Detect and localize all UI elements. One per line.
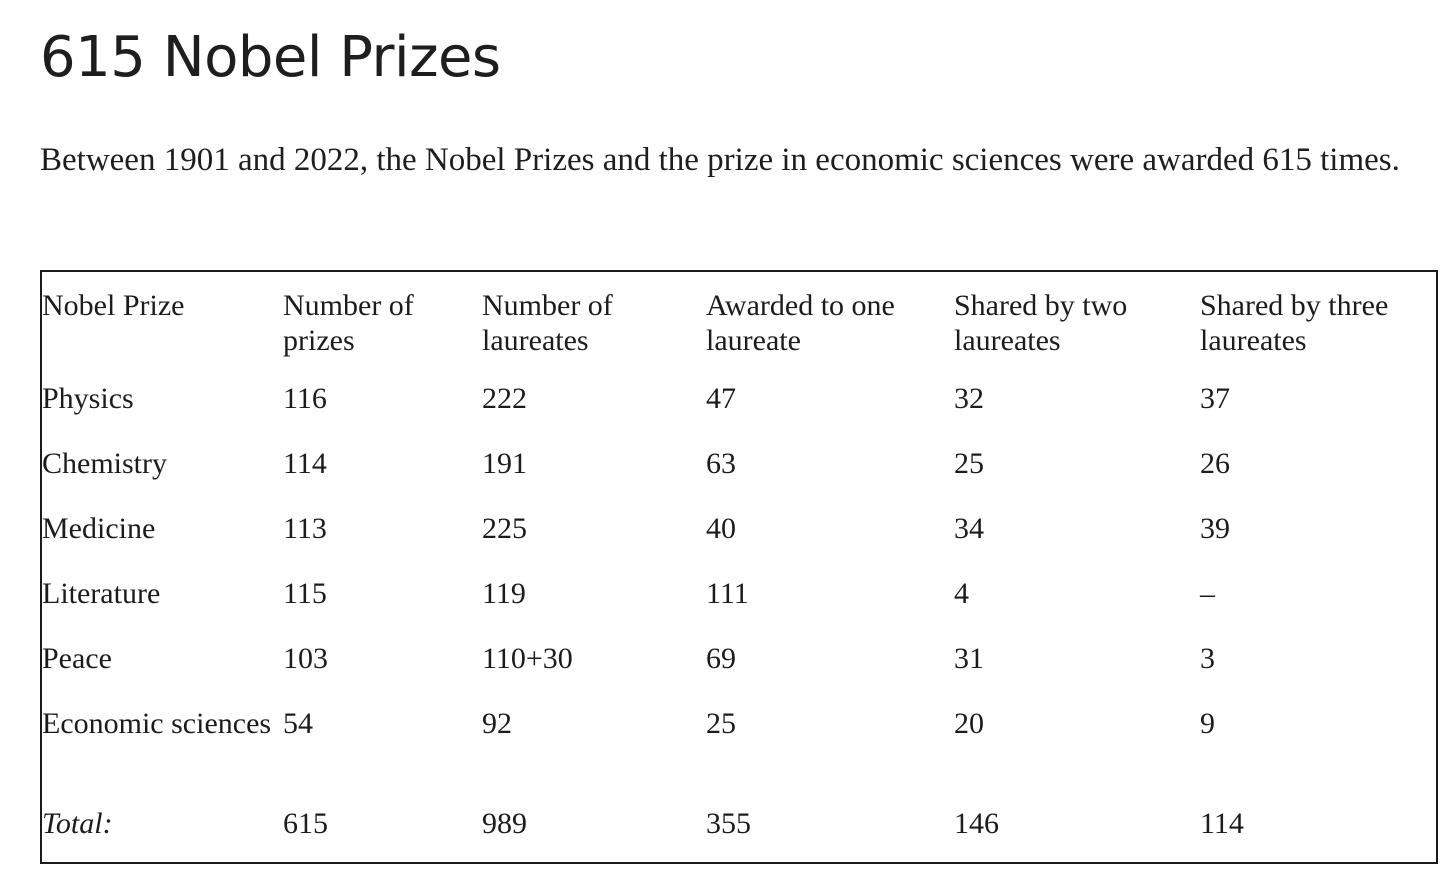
nobel-prize-table-frame xyxy=(40,270,1438,864)
prizes-cell: 114 xyxy=(283,447,327,480)
prizes-cell: 115 xyxy=(283,577,327,610)
laureates-cell: 222 xyxy=(482,382,527,415)
table-row xyxy=(42,442,1436,507)
intro-paragraph: Between 1901 and 2022, the Nobel Prizes and the prize in economic sciences were awarded 615 times. xyxy=(40,142,1400,178)
laureates-cell: 191 xyxy=(482,447,527,480)
two-laureates-cell: 25 xyxy=(954,447,984,480)
table-row xyxy=(42,377,1436,442)
two-laureates-cell: 20 xyxy=(954,707,984,740)
total-row xyxy=(42,800,1436,860)
total-laureates: 989 xyxy=(482,807,527,840)
one-laureate-cell: 40 xyxy=(706,512,736,545)
three-laureates-cell: 26 xyxy=(1200,447,1230,480)
laureates-cell: 92 xyxy=(482,707,512,740)
two-laureates-cell: 4 xyxy=(954,577,969,610)
prizes-cell: 116 xyxy=(283,382,327,415)
total-label: Total: xyxy=(42,807,113,840)
two-laureates-cell: 32 xyxy=(954,382,984,415)
prize-name-cell: Literature xyxy=(42,577,161,610)
laureates-cell: 110+30 xyxy=(482,642,573,675)
three-laureates-cell: 3 xyxy=(1200,642,1215,675)
nobel-prize-table xyxy=(42,272,1436,860)
page-title: 615 Nobel Prizes xyxy=(40,25,501,90)
two-laureates-cell: 31 xyxy=(954,642,984,675)
one-laureate-cell: 63 xyxy=(706,447,736,480)
one-laureate-cell: 47 xyxy=(706,382,736,415)
column-header-number-of-prizes: Number of prizes xyxy=(283,289,414,357)
total-prizes: 615 xyxy=(283,807,328,840)
total-three-laureates: 114 xyxy=(1200,807,1244,840)
table-row xyxy=(42,572,1436,637)
column-header-shared-by-two: Shared by two laureates xyxy=(954,289,1128,357)
three-laureates-cell: 39 xyxy=(1200,512,1230,545)
two-laureates-cell: 34 xyxy=(954,512,984,545)
one-laureate-cell: 69 xyxy=(706,642,736,675)
prize-name-cell: Economic sciences xyxy=(42,707,272,740)
total-two-laureates: 146 xyxy=(954,807,999,840)
table-row xyxy=(42,702,1436,800)
prizes-cell: 103 xyxy=(283,642,328,675)
table-row xyxy=(42,637,1436,702)
table-row xyxy=(42,507,1436,572)
table-header-row xyxy=(42,272,1436,377)
prize-name-cell: Physics xyxy=(42,382,134,415)
column-header-nobel-prize: Nobel Prize xyxy=(42,289,185,322)
three-laureates-cell: 37 xyxy=(1200,382,1230,415)
laureates-cell: 119 xyxy=(482,577,526,610)
prizes-cell: 113 xyxy=(283,512,327,545)
prizes-cell: 54 xyxy=(283,707,313,740)
column-header-awarded-to-one: Awarded to one laureate xyxy=(706,289,895,357)
three-laureates-cell: – xyxy=(1200,577,1215,610)
column-header-number-of-laureates: Number of laureates xyxy=(482,289,613,357)
total-one-laureate: 355 xyxy=(706,807,751,840)
three-laureates-cell: 9 xyxy=(1200,707,1215,740)
prize-name-cell: Peace xyxy=(42,642,112,675)
prize-name-cell: Medicine xyxy=(42,512,156,545)
column-header-shared-by-three: Shared by three laureates xyxy=(1200,289,1389,357)
one-laureate-cell: 25 xyxy=(706,707,736,740)
laureates-cell: 225 xyxy=(482,512,527,545)
one-laureate-cell: 111 xyxy=(706,577,749,610)
prize-name-cell: Chemistry xyxy=(42,447,167,480)
